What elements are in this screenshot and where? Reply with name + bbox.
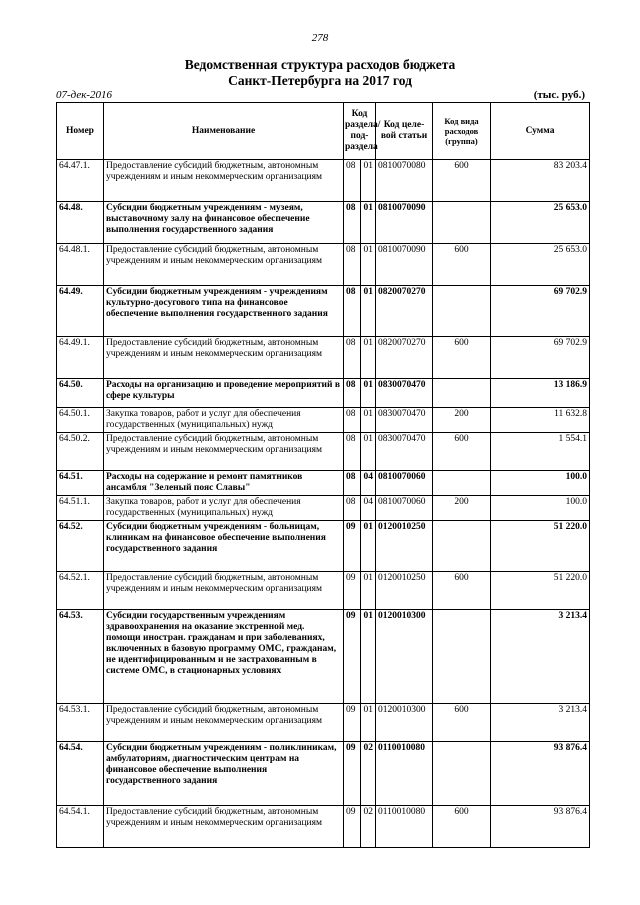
- header-section: Код раздела/ под-раздела: [344, 103, 376, 160]
- row-target-code: 0820070270: [376, 286, 433, 337]
- row-name: Субсидии бюджетным учреждениям - учреждениям культурно-досугового типа на финансовое обеспечение выполнения государственного задания: [104, 286, 344, 337]
- row-expense-type: 600: [433, 572, 491, 610]
- title-line-2: Санкт-Петербурга на 2017 год: [228, 73, 412, 88]
- row-subsection: 01: [361, 704, 376, 742]
- row-subsection: 01: [361, 433, 376, 471]
- row-sum: 3 213.4: [491, 610, 590, 704]
- row-number: 64.52.: [57, 521, 104, 572]
- row-sum: 25 653.0: [491, 244, 590, 286]
- row-section: 09: [344, 742, 361, 806]
- row-expense-type: [433, 286, 491, 337]
- row-target-code: 0110010080: [376, 742, 433, 806]
- row-target-code: 0810070080: [376, 160, 433, 202]
- row-target-code: 0120010250: [376, 572, 433, 610]
- row-expense-type: 600: [433, 704, 491, 742]
- table-row: [57, 337, 590, 379]
- row-section: 08: [344, 286, 361, 337]
- row-number: 64.49.: [57, 286, 104, 337]
- row-expense-type: 600: [433, 806, 491, 848]
- row-section: 08: [344, 160, 361, 202]
- row-name: Закупка товаров, работ и услуг для обеспечения государственных (муниципальных) нужд: [104, 496, 344, 521]
- table-row: [57, 160, 590, 202]
- row-name: Субсидии бюджетным учреждениям - больницам, клиникам на финансовое обеспечение выполнения государственного задания: [104, 521, 344, 572]
- row-sum: 3 213.4: [491, 704, 590, 742]
- row-subsection: 01: [361, 379, 376, 408]
- table-row: [57, 806, 590, 848]
- row-section: 08: [344, 202, 361, 244]
- row-expense-type: [433, 202, 491, 244]
- page-number: 278: [311, 32, 329, 44]
- row-number: 64.50.: [57, 379, 104, 408]
- table-header-row: [57, 103, 590, 160]
- row-subsection: 04: [361, 471, 376, 496]
- table-row: [57, 610, 590, 704]
- units-label: (тыс. руб.): [533, 89, 585, 101]
- row-name: Предоставление субсидий бюджетным, автономным учреждениям и иным некоммерческим организациям: [104, 244, 344, 286]
- row-number: 64.50.1.: [57, 408, 104, 433]
- row-number: 64.53.1.: [57, 704, 104, 742]
- header-target: Код целе-вой статьи: [376, 103, 433, 160]
- row-name: Предоставление субсидий бюджетным, автономным учреждениям и иным некоммерческим организациям: [104, 160, 344, 202]
- table-row: [57, 742, 590, 806]
- row-subsection: 01: [361, 286, 376, 337]
- row-expense-type: [433, 742, 491, 806]
- row-name: Субсидии государственным учреждениям здравоохранения на оказание экстренной мед. помощи иностран. гражданам и при заболеваниях, включенных в базовую программу ОМС, гражданам, не идентифицированным и не застрахованным в системе ОМС, в стационарных условиях: [104, 610, 344, 704]
- row-expense-type: 600: [433, 433, 491, 471]
- row-subsection: 01: [361, 337, 376, 379]
- row-section: 09: [344, 572, 361, 610]
- row-name: Предоставление субсидий бюджетным, автономным учреждениям и иным некоммерческим организациям: [104, 337, 344, 379]
- row-name: Предоставление субсидий бюджетным, автономным учреждениям и иным некоммерческим организациям: [104, 572, 344, 610]
- row-number: 64.51.1.: [57, 496, 104, 521]
- document-date: 07-дек-2016: [56, 89, 113, 101]
- table-row: [57, 433, 590, 471]
- row-section: 09: [344, 806, 361, 848]
- row-expense-type: 600: [433, 160, 491, 202]
- row-name: Предоставление субсидий бюджетным, автономным учреждениям и иным некоммерческим организациям: [104, 704, 344, 742]
- row-section: 08: [344, 337, 361, 379]
- row-expense-type: [433, 471, 491, 496]
- table-row: [57, 704, 590, 742]
- row-name: Расходы на организацию и проведение мероприятий в сфере культуры: [104, 379, 344, 408]
- row-expense-type: [433, 610, 491, 704]
- row-expense-type: 600: [433, 244, 491, 286]
- row-subsection: 01: [361, 610, 376, 704]
- row-expense-type: [433, 379, 491, 408]
- row-subsection: 01: [361, 160, 376, 202]
- row-sum: 100.0: [491, 496, 590, 521]
- row-subsection: 01: [361, 521, 376, 572]
- row-target-code: 0120010250: [376, 521, 433, 572]
- row-sum: 83 203.4: [491, 160, 590, 202]
- row-section: 08: [344, 433, 361, 471]
- row-target-code: 0810070060: [376, 471, 433, 496]
- row-sum: 69 702.9: [491, 286, 590, 337]
- row-subsection: 02: [361, 806, 376, 848]
- row-number: 64.49.1.: [57, 337, 104, 379]
- row-section: 08: [344, 408, 361, 433]
- row-number: 64.50.2.: [57, 433, 104, 471]
- row-section: 08: [344, 471, 361, 496]
- table-row: [57, 496, 590, 521]
- row-subsection: 01: [361, 572, 376, 610]
- row-number: 64.48.1.: [57, 244, 104, 286]
- header-name: Наименование: [104, 103, 344, 160]
- document-title: [0, 57, 640, 89]
- row-target-code: 0110010080: [376, 806, 433, 848]
- row-subsection: 02: [361, 742, 376, 806]
- budget-table: [56, 102, 590, 848]
- row-section: 08: [344, 379, 361, 408]
- row-sum: 1 554.1: [491, 433, 590, 471]
- row-target-code: 0830070470: [376, 379, 433, 408]
- row-target-code: 0120010300: [376, 610, 433, 704]
- table-row: [57, 521, 590, 572]
- row-subsection: 01: [361, 244, 376, 286]
- row-expense-type: [433, 521, 491, 572]
- row-target-code: 0810070090: [376, 244, 433, 286]
- table-row: [57, 202, 590, 244]
- row-sum: 11 632.8: [491, 408, 590, 433]
- row-sum: 100.0: [491, 471, 590, 496]
- row-target-code: 0120010300: [376, 704, 433, 742]
- row-expense-type: 600: [433, 337, 491, 379]
- row-number: 64.54.: [57, 742, 104, 806]
- row-sum: 51 220.0: [491, 572, 590, 610]
- table-row: [57, 379, 590, 408]
- row-section: 08: [344, 244, 361, 286]
- row-expense-type: 200: [433, 408, 491, 433]
- row-subsection: 01: [361, 408, 376, 433]
- row-target-code: 0820070270: [376, 337, 433, 379]
- table-row: [57, 244, 590, 286]
- row-number: 64.51.: [57, 471, 104, 496]
- row-number: 64.54.1.: [57, 806, 104, 848]
- header-number: Номер: [57, 103, 104, 160]
- row-number: 64.52.1.: [57, 572, 104, 610]
- row-name: Предоставление субсидий бюджетным, автономным учреждениям и иным некоммерческим организациям: [104, 806, 344, 848]
- row-target-code: 0830070470: [376, 433, 433, 471]
- table-row: [57, 286, 590, 337]
- row-sum: 93 876.4: [491, 742, 590, 806]
- table-row: [57, 572, 590, 610]
- row-section: 09: [344, 610, 361, 704]
- row-name: Предоставление субсидий бюджетным, автономным учреждениям и иным некоммерческим организациям: [104, 433, 344, 471]
- row-number: 64.53.: [57, 610, 104, 704]
- row-sum: 51 220.0: [491, 521, 590, 572]
- row-sum: 13 186.9: [491, 379, 590, 408]
- row-number: 64.48.: [57, 202, 104, 244]
- header-sum: Сумма: [491, 103, 590, 160]
- row-target-code: 0830070470: [376, 408, 433, 433]
- row-name: Закупка товаров, работ и услуг для обеспечения государственных (муниципальных) нужд: [104, 408, 344, 433]
- table-row: [57, 408, 590, 433]
- row-section: 08: [344, 496, 361, 521]
- row-expense-type: 200: [433, 496, 491, 521]
- row-sum: 25 653.0: [491, 202, 590, 244]
- row-name: Субсидии бюджетным учреждениям - поликлиникам, амбулаториям, диагностическим центрам на финансовое обеспечение выполнения государственного задания: [104, 742, 344, 806]
- table-row: [57, 471, 590, 496]
- row-section: 09: [344, 704, 361, 742]
- row-subsection: 04: [361, 496, 376, 521]
- title-line-1: Ведомственная структура расходов бюджета: [184, 57, 456, 72]
- row-target-code: 0810070090: [376, 202, 433, 244]
- row-target-code: 0810070060: [376, 496, 433, 521]
- row-number: 64.47.1.: [57, 160, 104, 202]
- row-subsection: 01: [361, 202, 376, 244]
- row-sum: 69 702.9: [491, 337, 590, 379]
- row-sum: 93 876.4: [491, 806, 590, 848]
- row-name: Субсидии бюджетным учреждениям - музеям, выставочному залу на финансовое обеспечение выполнения государственного задания: [104, 202, 344, 244]
- header-type: Код вида расходов (группа): [433, 103, 491, 160]
- row-section: 09: [344, 521, 361, 572]
- row-name: Расходы на содержание и ремонт памятников ансамбля "Зеленый пояс Славы": [104, 471, 344, 496]
